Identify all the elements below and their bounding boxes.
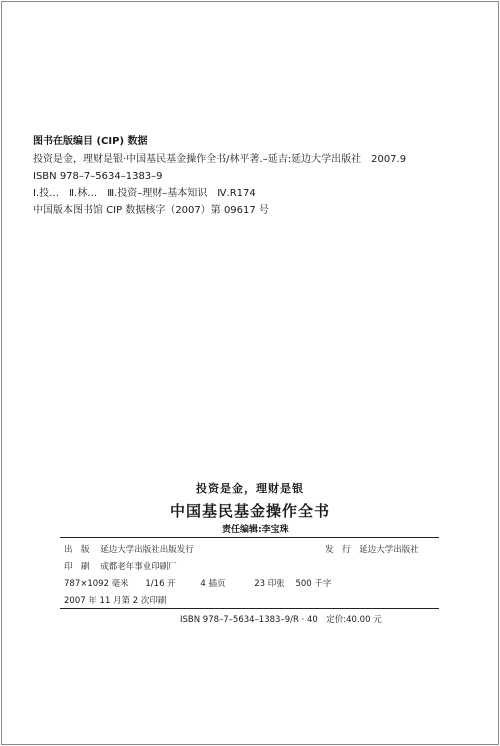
distributor-row	[325, 543, 419, 555]
printer-row	[64, 560, 177, 572]
distributor-label: 发 行	[325, 545, 351, 555]
isbn-price-row: ISBN 978–7–5634–1383–9/R · 40 定价:40.00 元	[180, 615, 382, 625]
cip-block	[33, 133, 406, 219]
edition-row: 2007 年 11 月第 2 次印刷	[64, 596, 167, 606]
cip-line-title: 投资是金，理财是银·中国基民基金操作全书/林平著.–延吉:延边大学出版社 2007.9	[33, 154, 407, 165]
printer-value: 成都老年事业印刷厂	[100, 562, 177, 572]
divider-top	[60, 537, 439, 538]
cip-line-isbn: ISBN 978–7–5634–1383–9	[33, 171, 163, 182]
book-subtitle: 投资是金，理财是银	[196, 482, 304, 495]
format-row	[64, 577, 331, 589]
format-inserts: 4 插页	[200, 579, 226, 589]
publisher-label: 出 版	[64, 545, 90, 555]
cip-line-classification: Ⅰ.投… Ⅱ.林… Ⅲ.投资–理财–基本知识 Ⅳ.R174	[33, 188, 256, 199]
publisher-row	[64, 543, 194, 555]
cip-heading: 图书在版编目 (CIP) 数据	[33, 136, 148, 147]
distributor-value: 延边大学出版社	[359, 545, 419, 555]
cip-line-record: 中国版本图书馆 CIP 数据核字（2007）第 09617 号	[33, 205, 269, 216]
format-words: 500 千字	[295, 579, 332, 589]
responsible-editor: 责任编辑:李宝珠	[222, 525, 289, 535]
publisher-value: 延边大学出版社出版发行	[100, 545, 194, 555]
page-border	[1, 1, 499, 745]
format-sheets: 23 印张	[254, 579, 285, 589]
divider-bottom	[60, 608, 439, 609]
format-size: 787×1092 毫米	[64, 579, 129, 589]
printer-label: 印 刷	[64, 562, 90, 572]
book-title: 中国基民基金操作全书	[169, 502, 330, 520]
format-folio: 1/16 开	[145, 579, 176, 589]
